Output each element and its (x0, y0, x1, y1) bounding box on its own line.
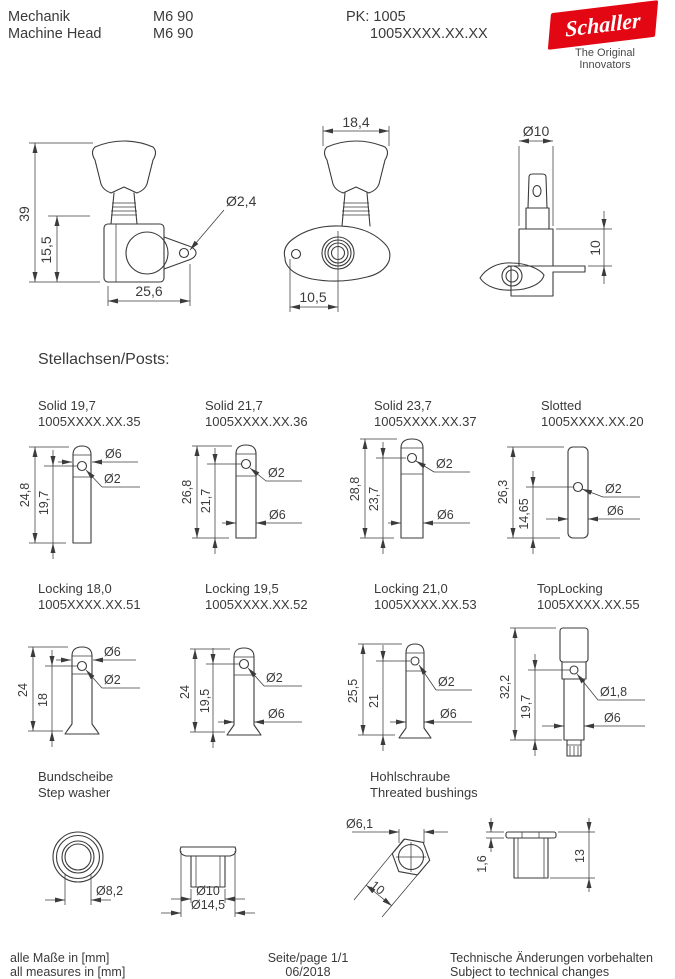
footer-date: 06/2018 (285, 965, 331, 979)
gear-housing (104, 224, 164, 282)
screw-hole (292, 250, 301, 259)
dim-label: Ø14,5 (190, 898, 226, 912)
string-hole (240, 660, 249, 669)
dim-label: 18 (36, 693, 50, 707)
side-view-drawing (16, 141, 257, 306)
post-body (73, 446, 91, 543)
screw-hole (180, 249, 189, 258)
dim-label: 39 (16, 206, 32, 222)
dim-label: Ø2 (104, 673, 121, 687)
dim-label: 10 (587, 240, 603, 256)
string-hole (533, 186, 541, 197)
product-title-de: Mechanik (8, 9, 71, 25)
dim-label: 13 (573, 849, 587, 863)
dim-label: Ø6 (437, 508, 454, 522)
dim-label: Ø2,4 (226, 193, 257, 209)
bushing-flange (506, 832, 556, 838)
brand-name: Schaller (565, 7, 641, 42)
post-drawing-solid-21-7 (180, 445, 302, 554)
washer-side-view (180, 847, 236, 887)
dim-label: Ø6 (440, 707, 457, 721)
dim-label: Ø8,2 (96, 884, 124, 898)
post-shaft (564, 679, 584, 740)
post-drawing-locking-18 (16, 645, 140, 747)
post-drawing-solid-19-7 (18, 446, 140, 559)
post-body (399, 644, 431, 738)
dim-label: 24,8 (18, 482, 32, 508)
string-hole (78, 662, 87, 671)
gear-circle (126, 232, 168, 274)
post-code: 1005XXXX.XX.35 (38, 413, 141, 429)
top-view-drawing (480, 123, 612, 296)
bushing-title-en: Threated bushings (370, 784, 478, 800)
dim-label: Ø6 (104, 645, 121, 659)
dim-label: 24 (178, 685, 192, 699)
dim-label: 25,5 (346, 678, 360, 704)
dim-label: 32,2 (498, 674, 512, 700)
dim-label: 28,8 (348, 476, 362, 502)
footer-disclaimer-de: Technische Änderungen vorbehalten (450, 951, 653, 965)
post-code: 1005XXXX.XX.36 (205, 413, 308, 429)
dim-label: Ø2 (438, 675, 455, 689)
tuner-button (325, 141, 388, 193)
dim-label: 24 (16, 683, 30, 697)
post-drawing-solid-23-7 (348, 439, 470, 554)
collar (562, 662, 586, 679)
bushing-body (514, 838, 548, 878)
dim-label: 25,6 (135, 283, 163, 299)
dim-label: 10,5 (299, 289, 327, 305)
pk-code: 1005XXXX.XX.XX (370, 26, 488, 42)
post-drawing-locking-21 (346, 644, 472, 751)
string-hole (411, 657, 419, 665)
dim-label: Ø1,8 (600, 685, 628, 699)
dim-label: 18,4 (342, 114, 370, 130)
brand-tagline: The Original Innovators (575, 47, 635, 71)
product-title-en: Machine Head (8, 26, 102, 42)
dim-label: Ø10 (522, 123, 550, 139)
dim-label: 26,8 (180, 479, 194, 505)
pk-number: PK: 1005 (346, 9, 406, 25)
dim-label: Ø6 (105, 447, 122, 461)
bushing-title-de: Hohlschraube (370, 769, 451, 784)
dim-label: 14,65 (517, 498, 531, 530)
post-code: 1005XXXX.XX.20 (541, 413, 644, 429)
dim-label: 21 (367, 694, 381, 708)
footer-page-number: Seite/page 1/1 (267, 951, 349, 965)
dim-label: 19,5 (198, 688, 212, 714)
dim-label: Ø2 (268, 466, 285, 480)
tuner-button (93, 141, 156, 193)
dim-label: 19,7 (519, 694, 533, 720)
dim-label: Ø2 (266, 671, 283, 685)
post-code: 1005XXXX.XX.52 (205, 596, 308, 612)
dim-label: Ø6,1 (346, 817, 374, 831)
post-cap (528, 174, 547, 208)
dim-label: Ø2 (436, 457, 453, 471)
post-name: Locking 19,5 (205, 581, 279, 596)
string-hole (408, 454, 417, 463)
post-code: 1005XXXX.XX.55 (537, 596, 640, 612)
dim-label: Ø6 (604, 711, 621, 725)
dim-label: 21,7 (199, 488, 213, 514)
model-de: M6 90 (153, 9, 194, 25)
dim-label: Ø6 (607, 504, 624, 518)
post-code: 1005XXXX.XX.53 (374, 596, 477, 612)
post-name: Solid 23,7 (374, 398, 432, 413)
post-name: Locking 18,0 (38, 581, 112, 596)
dim-label: 10 (367, 878, 388, 898)
string-hole (242, 460, 251, 469)
dim-label: Ø2 (605, 482, 622, 496)
tuner-shaft (342, 193, 370, 226)
washer-drawing (45, 832, 255, 917)
post-drawing-toplocking (498, 628, 645, 756)
footer-units-de: alle Maße in [mm] (10, 951, 110, 965)
post-name: TopLocking (537, 581, 603, 596)
dim-label: 15,5 (38, 236, 54, 264)
footer-disclaimer-en: Subject to technical changes (450, 965, 610, 979)
tuner-shaft (111, 193, 137, 224)
housing-cylinder (519, 229, 553, 266)
post-drawing-locking-19-5 (178, 648, 302, 748)
post-name: Locking 21,0 (374, 581, 448, 596)
post-code: 1005XXXX.XX.37 (374, 413, 477, 429)
front-view-drawing (284, 114, 390, 312)
string-hole (78, 462, 87, 471)
post-name: Solid 21,7 (205, 398, 263, 413)
dim-label: Ø10 (196, 884, 220, 898)
post-name: Slotted (541, 398, 582, 413)
washer-title-de: Bundscheibe (38, 769, 114, 784)
washer-hole (65, 844, 91, 870)
dim-label: 1,6 (475, 855, 489, 873)
post-code: 1005XXXX.XX.51 (38, 596, 141, 612)
posts-section-title: Stellachsen/Posts: (38, 351, 170, 368)
dim-label: Ø6 (268, 707, 285, 721)
knurled-knob (560, 628, 588, 662)
dim-label: Ø2 (104, 472, 121, 486)
dim-label: 26,3 (496, 479, 510, 505)
model-en: M6 90 (153, 26, 194, 42)
dim-label: 23,7 (367, 486, 381, 512)
bushing-drawing (346, 817, 595, 917)
dim-label: 19,7 (37, 490, 51, 516)
washer-title-en: Step washer (38, 784, 111, 800)
footer-units-en: all measures in [mm] (10, 965, 126, 979)
string-hole (570, 666, 578, 674)
post-drawing-slotted (496, 447, 640, 554)
dim-label: Ø6 (269, 508, 286, 522)
string-hole (574, 483, 583, 492)
post-name: Solid 19,7 (38, 398, 96, 413)
post-body (568, 447, 588, 538)
